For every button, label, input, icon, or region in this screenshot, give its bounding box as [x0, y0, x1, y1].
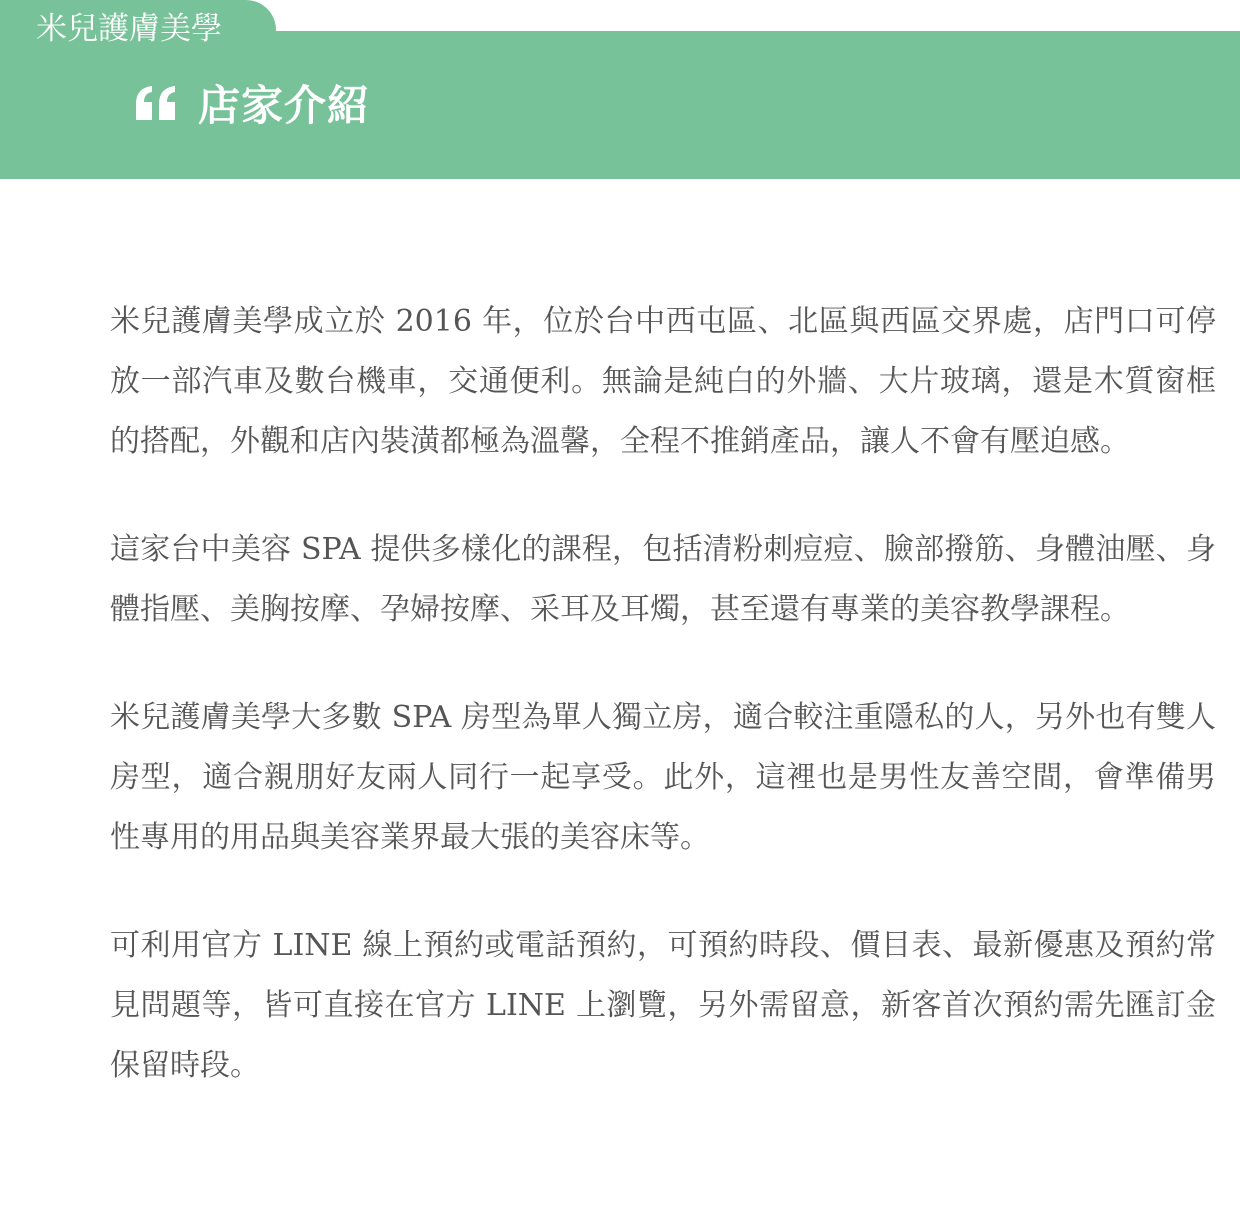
intro-paragraph-1: 米兒護膚美學成立於 2016 年，位於台中西屯區、北區與西區交界處，店門口可停放一部汽車及數台機車，交通便利。無論是純白的外牆、大片玻璃，還是木質窗框的搭配，外觀和店內裝潢都極為溫馨，全程不推銷產品，讓人不會有壓迫感。 [110, 304, 1216, 459]
quote-open-icon [134, 86, 178, 120]
intro-paragraph-4: 可利用官方 LINE 線上預約或電話預約，可預約時段、價目表、最新優惠及預約常見問題等，皆可直接在官方 LINE 上瀏覽，另外需留意，新客首次預約需先匯訂金保留時段。 [110, 928, 1216, 1083]
shop-introduction [110, 292, 1216, 1144]
section-title: 店家介紹 [198, 81, 371, 130]
intro-paragraph-3: 米兒護膚美學大多數 SPA 房型為單人獨立房，適合較注重隱私的人，另外也有雙人房型，適合親朋好友兩人同行一起享受。此外，這裡也是男性友善空間，會準備男性專用的用品與美容業界最大張的美容床等。 [110, 700, 1216, 855]
shop-name-tab: 米兒護膚美學 [0, 0, 276, 60]
intro-paragraph-2: 這家台中美容 SPA 提供多樣化的課程，包括清粉刺痘痘、臉部撥筋、身體油壓、身體指壓、美胸按摩、孕婦按摩、采耳及耳燭，甚至還有專業的美容教學課程。 [110, 532, 1216, 627]
section-heading [134, 73, 370, 133]
